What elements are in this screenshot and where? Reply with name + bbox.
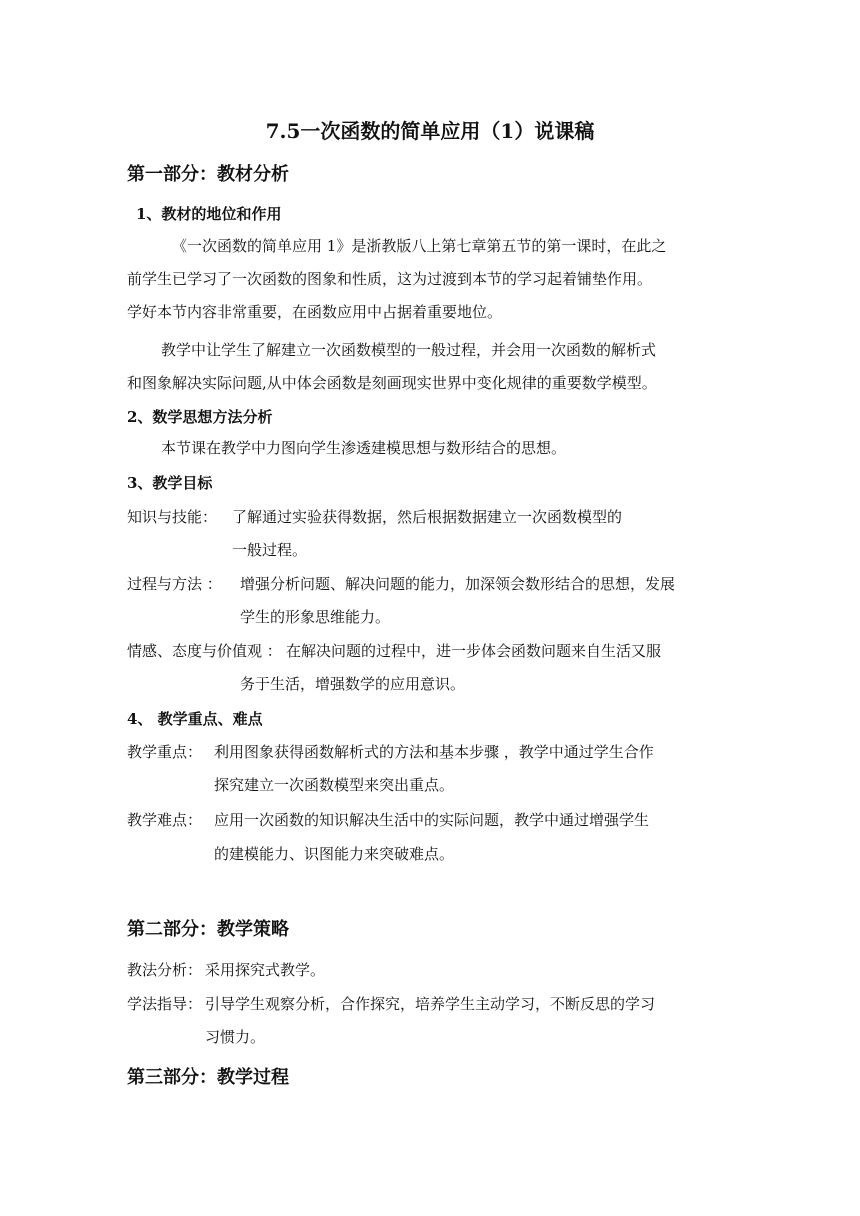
item-line: 利用图象获得函数解析式的方法和基本步骤 ，教学中通过学生合作 [214, 743, 654, 761]
item-line: 采用探究式教学。 [205, 961, 326, 979]
sec2-heading: 2、数学思想方法分析 [127, 408, 273, 426]
paragraph-line: 学好本节内容非常重要，在函数应用中占据着重要地位。 [127, 303, 503, 321]
part1-heading: 第一部分：教材分析 [127, 164, 289, 185]
item-label: 教学重点： [127, 743, 203, 761]
sec4-heading: 4、 教学重点、难点 [127, 710, 263, 728]
goal-line: 增强分析问题、解决问题的能力，加深领会数形结合的思想，发展 [240, 575, 676, 593]
item-line: 探究建立一次函数模型来突出重点。 [214, 776, 455, 794]
goal-label: 过程与方法 ： [127, 575, 222, 593]
goal-line: 一般过程。 [232, 541, 308, 559]
goal-line: 务于生活，增强数学的应用意识。 [240, 675, 466, 693]
item-label: 教学难点： [127, 811, 203, 829]
sec1-heading: 1、教材的地位和作用 [136, 205, 282, 223]
item-line: 应用一次函数的知识解决生活中的实际问题，教学中通过增强学生 [214, 811, 650, 829]
part3-heading: 第三部分：教学过程 [127, 1067, 289, 1088]
goal-line: 学生的形象思维能力。 [240, 608, 391, 626]
paragraph-line: 前学生已学习了一次函数的图象和性质，这为过渡到本节的学习起着铺垫作用。 [127, 270, 653, 288]
item-label: 教法分析： [127, 961, 203, 979]
paragraph-line: 《一次函数的简单应用 1》是浙教版八上第七章第五节的第一课时，在此之 [172, 237, 667, 255]
paragraph-line: 本节课在教学中力图向学生渗透建模思想与数形结合的思想。 [161, 439, 567, 457]
part2-heading: 第二部分：教学策略 [127, 919, 289, 940]
item-label: 学法指导： [127, 995, 203, 1013]
paragraph-line: 教学中让学生了解建立一次函数模型的一般过程，并会用一次函数的解析式 [161, 341, 657, 359]
goal-line: 了解通过实验获得数据，然后根据数据建立一次函数模型的 [232, 508, 623, 526]
item-line: 引导学生观察分析，合作探究，培养学生主动学习，不断反思的学习 [205, 995, 656, 1013]
goal-line: 在解决问题的过程中，进一步体会函数问题来自生活又服 [286, 642, 662, 660]
goal-label: 知识与技能： [127, 508, 218, 526]
item-line: 的建模能力、识图能力来突破难点。 [214, 845, 455, 863]
goal-label: 情感、态度与价值观 ： [127, 642, 282, 660]
paragraph-line: 和图象解决实际问题,从中体会函数是刻画现实世界中变化规律的重要数学模型。 [127, 374, 657, 392]
page-title: 7.5一次函数的简单应用（1）说课稿 [265, 119, 595, 143]
item-line: 习惯力。 [205, 1028, 266, 1046]
sec3-heading: 3、教学目标 [127, 474, 213, 492]
